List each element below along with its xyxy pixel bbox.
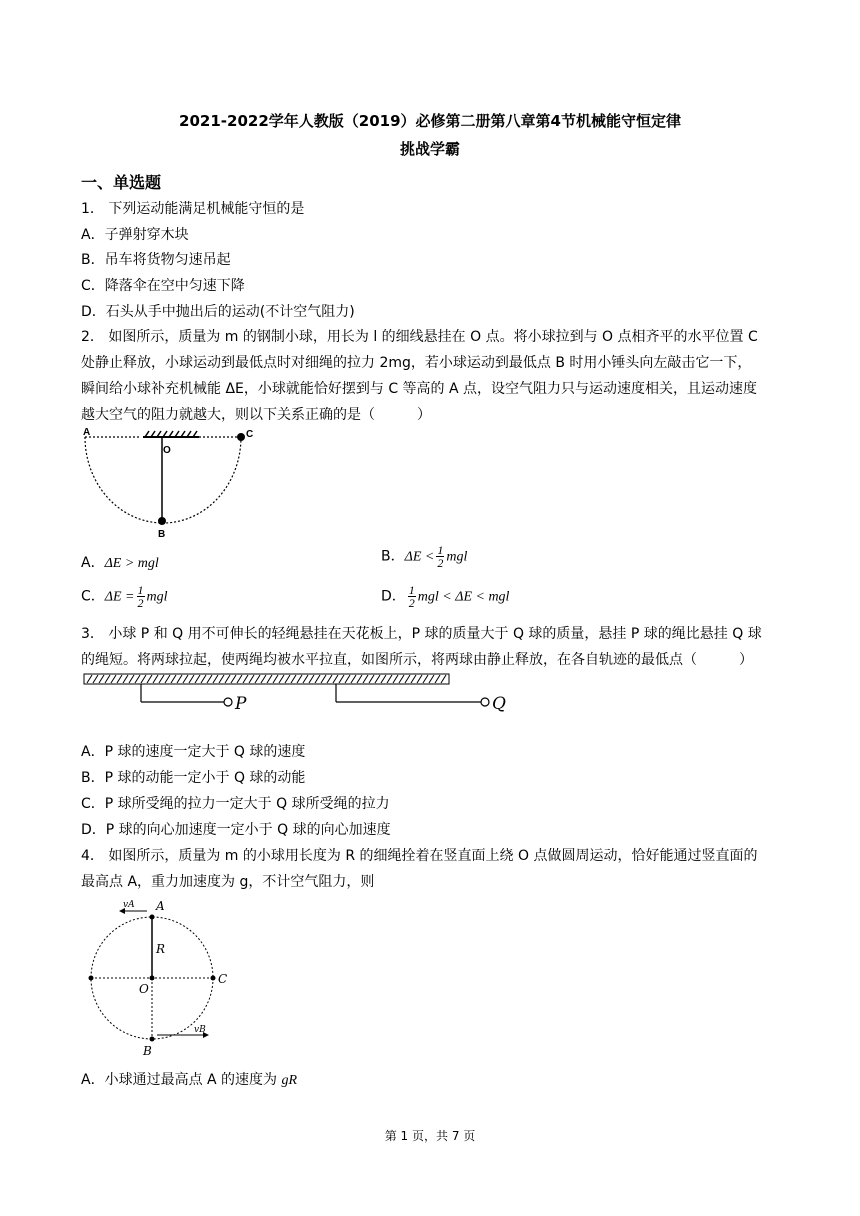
ball-q bbox=[481, 698, 489, 706]
q3-option-d: D．P 球的向心加速度一定小于 Q 球的向心加速度 bbox=[81, 822, 391, 838]
q2-line-1: 2． 如图所示，质量为 m 的钢制小球，用长为 l 的细线悬挂在 O 点。将小球拉到与 O 点相齐平的水平位置 C bbox=[81, 329, 758, 345]
q3-option-b: B．P 球的动能一定小于 Q 球的动能 bbox=[81, 770, 306, 786]
q1-option-d: D．石头从手中抛出后的运动(不计空气阻力) bbox=[81, 304, 355, 320]
q1-stem: 1． 下列运动能满足机械能守恒的是 bbox=[81, 201, 305, 217]
ball-c bbox=[237, 433, 245, 441]
q3-line-2: 的绳短。将两球拉起，使两绳均被水平拉直，如图所示，将两球由静止释放，在各自轨迹的最低点（ ） bbox=[81, 652, 753, 668]
label-c: C bbox=[246, 429, 254, 440]
label-q: Q bbox=[492, 694, 506, 714]
q2-option-c: C．ΔE = $\frac{1}{2}$ mgl bbox=[81, 583, 168, 610]
document-subtitle: 挑战学霸 bbox=[399, 140, 460, 158]
label-b: B bbox=[158, 529, 166, 540]
label-o: O bbox=[163, 445, 171, 456]
q2-option-a: A．ΔE > mgl bbox=[81, 555, 159, 571]
q3-option-c: C．P 球所受绳的拉力一定大于 Q 球所受绳的拉力 bbox=[81, 796, 390, 812]
q3-option-a: A．P 球的速度一定大于 Q 球的速度 bbox=[81, 744, 306, 760]
point-c bbox=[211, 976, 216, 981]
ball-b bbox=[158, 517, 166, 525]
point-left bbox=[89, 976, 94, 981]
point-b bbox=[150, 1037, 155, 1042]
q2-line-4: 越大空气的阻力就越大，则以下关系正确的是（ ） bbox=[81, 407, 431, 423]
two-pendulum-diagram bbox=[81, 672, 521, 716]
label-a: A bbox=[156, 899, 165, 913]
label-vb: vB bbox=[194, 1025, 206, 1035]
point-o bbox=[150, 976, 155, 981]
label-a: A bbox=[83, 427, 91, 438]
label-b: B bbox=[143, 1044, 152, 1058]
label-p: P bbox=[235, 694, 247, 714]
q2-option-b: B．ΔE < $\frac{1}{2}$ mgl bbox=[381, 543, 468, 570]
page-footer: 第 1 页，共 7 页 bbox=[384, 1129, 476, 1143]
ball-p bbox=[224, 698, 232, 706]
q3-line-1: 3． 小球 P 和 Q 用不可伸长的轻绳悬挂在天花板上，P 球的质量大于 Q 球的质量，悬挂 P 球的绳比悬挂 Q 球 bbox=[81, 626, 762, 642]
q1-option-b: B．吊车将货物匀速吊起 bbox=[81, 252, 231, 268]
pendulum-diagram bbox=[81, 425, 256, 545]
section-title: 一、单选题 bbox=[81, 173, 162, 192]
q4-option-a: A．小球通过最高点 A 的速度为 gR bbox=[81, 1072, 298, 1088]
q4-line-1: 4． 如图所示，质量为 m 的小球用长度为 R 的细绳拴着在竖直面上绕 O 点做圆周运动，恰好能通过竖直面的 bbox=[81, 848, 758, 864]
q1-option-a: A．子弹射穿木块 bbox=[81, 227, 189, 243]
label-c: C bbox=[218, 972, 228, 986]
q2-line-2: 处静止释放，小球运动到最低点时对细绳的拉力 2mg，若小球运动到最低点 B 时用小锤头向左敲击它一下， bbox=[81, 355, 752, 371]
point-a bbox=[150, 915, 155, 920]
document-title: 2021-2022学年人教版（2019）必修第二册第八章第4节机械能守恒定律 bbox=[179, 112, 681, 130]
q2-option-d: D． $\frac{1}{2}$ mgl < ΔE < mgl bbox=[381, 583, 510, 610]
ceiling-bar bbox=[84, 674, 449, 684]
label-r: R bbox=[156, 942, 166, 956]
q1-option-c: C．降落伞在空中匀速下降 bbox=[81, 278, 245, 294]
q4-line-2: 最高点 A，重力加速度为 g，不计空气阻力，则 bbox=[81, 874, 375, 890]
label-o: O bbox=[139, 982, 149, 996]
label-va: vA bbox=[123, 900, 135, 910]
q2-line-3: 瞬间给小球补充机械能 ΔE，小球就能恰好摆到与 C 等高的 A 点，设空气阻力只与运动速度相关，且运动速度 bbox=[81, 381, 758, 397]
circular-motion-diagram bbox=[81, 895, 241, 1060]
